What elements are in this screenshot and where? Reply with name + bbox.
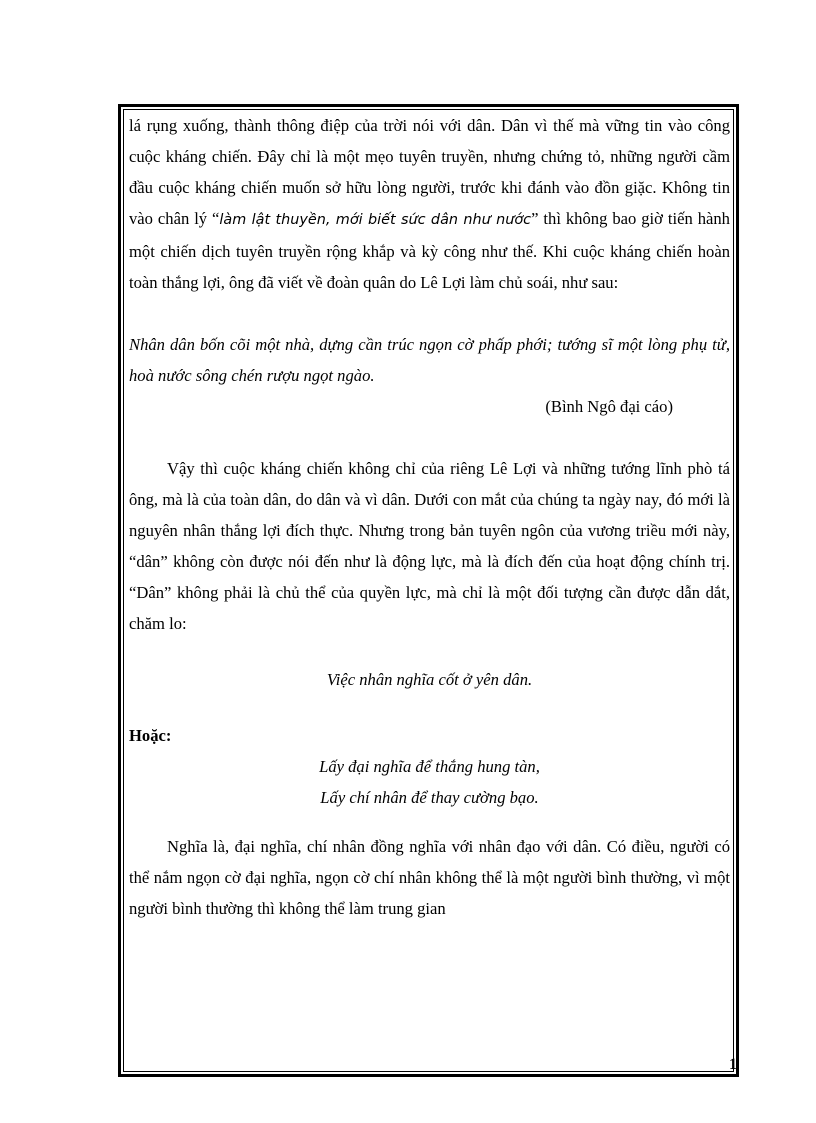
paragraph-3: Nghĩa là, đại nghĩa, chí nhân đồng nghĩa với nhân đạo với dân. Có điều, người có thể nắm ngọn cờ đại nghĩa, ngọn cờ chí nhân không thể là một người bình thường, vì một người bình thường thì không thể làm trung gian (129, 837, 730, 918)
quote-3-line-2: Lấy chí nhân để thay cường bạo. (320, 788, 539, 807)
paragraph-1 (129, 110, 730, 298)
page-number: 1 (729, 1056, 737, 1073)
poem-quote-1: Nhân dân bốn cõi một nhà, dựng cần trúc ngọn cờ phấp phới; tướng sĩ một lòng phụ tử, hoà nước sông chén rượu ngọt ngào. (129, 335, 730, 385)
paragraph-2: Vậy thì cuộc kháng chiến không chỉ của riêng Lê Lợi và những tướng lĩnh phò tá ông, mà là của toàn dân, do dân và vì dân. Dưới con mắt của chúng ta ngày nay, đó mới là nguyên nhân thắng lợi đích thực. Nhưng trong bản tuyên ngôn của vương triều mới này, “dân” không còn được nói đến như là động lực, mà là đích đến của hoạt động chính trị. “Dân” không phải là chủ thể của quyền lực, mà chỉ là một đối tượng cần được dẫn dắt, chăm lo: (129, 459, 730, 633)
paragraph-1-quote: làm lật thuyền, mới biết sức dân như nước (219, 212, 532, 228)
quote-3-line-1: Lấy đại nghĩa để thắng hung tàn, (319, 757, 540, 776)
paragraph-1-text-b: ” thì không bao giờ tiến hành một chiến dịch tuyên truyền rộng khắp và kỳ công như thế. Khi cuộc kháng chiến hoàn toàn thắng lợi, ông đã viết về đoàn quân do Lê Lợi làm chủ soái, như sau: (129, 209, 730, 292)
poem-source: (Bình Ngô đại cáo) (545, 397, 673, 416)
quote-2: Việc nhân nghĩa cốt ở yên dân. (326, 670, 533, 689)
label-or: Hoặc: (129, 726, 172, 745)
page-content (129, 110, 730, 924)
paragraph-1-text-a: lá rụng xuống, thành thông điệp của trời nói với dân. Dân vì thế mà vững tin vào công cuộc kháng chiến. Đây chỉ là một mẹo tuyên truyền, nhưng chứng tỏ, những người cầm đầu cuộc kháng chiến muốn sở hữu lòng người, trước khi đánh vào đồn giặc. Không tin vào chân lý “ (129, 116, 730, 228)
